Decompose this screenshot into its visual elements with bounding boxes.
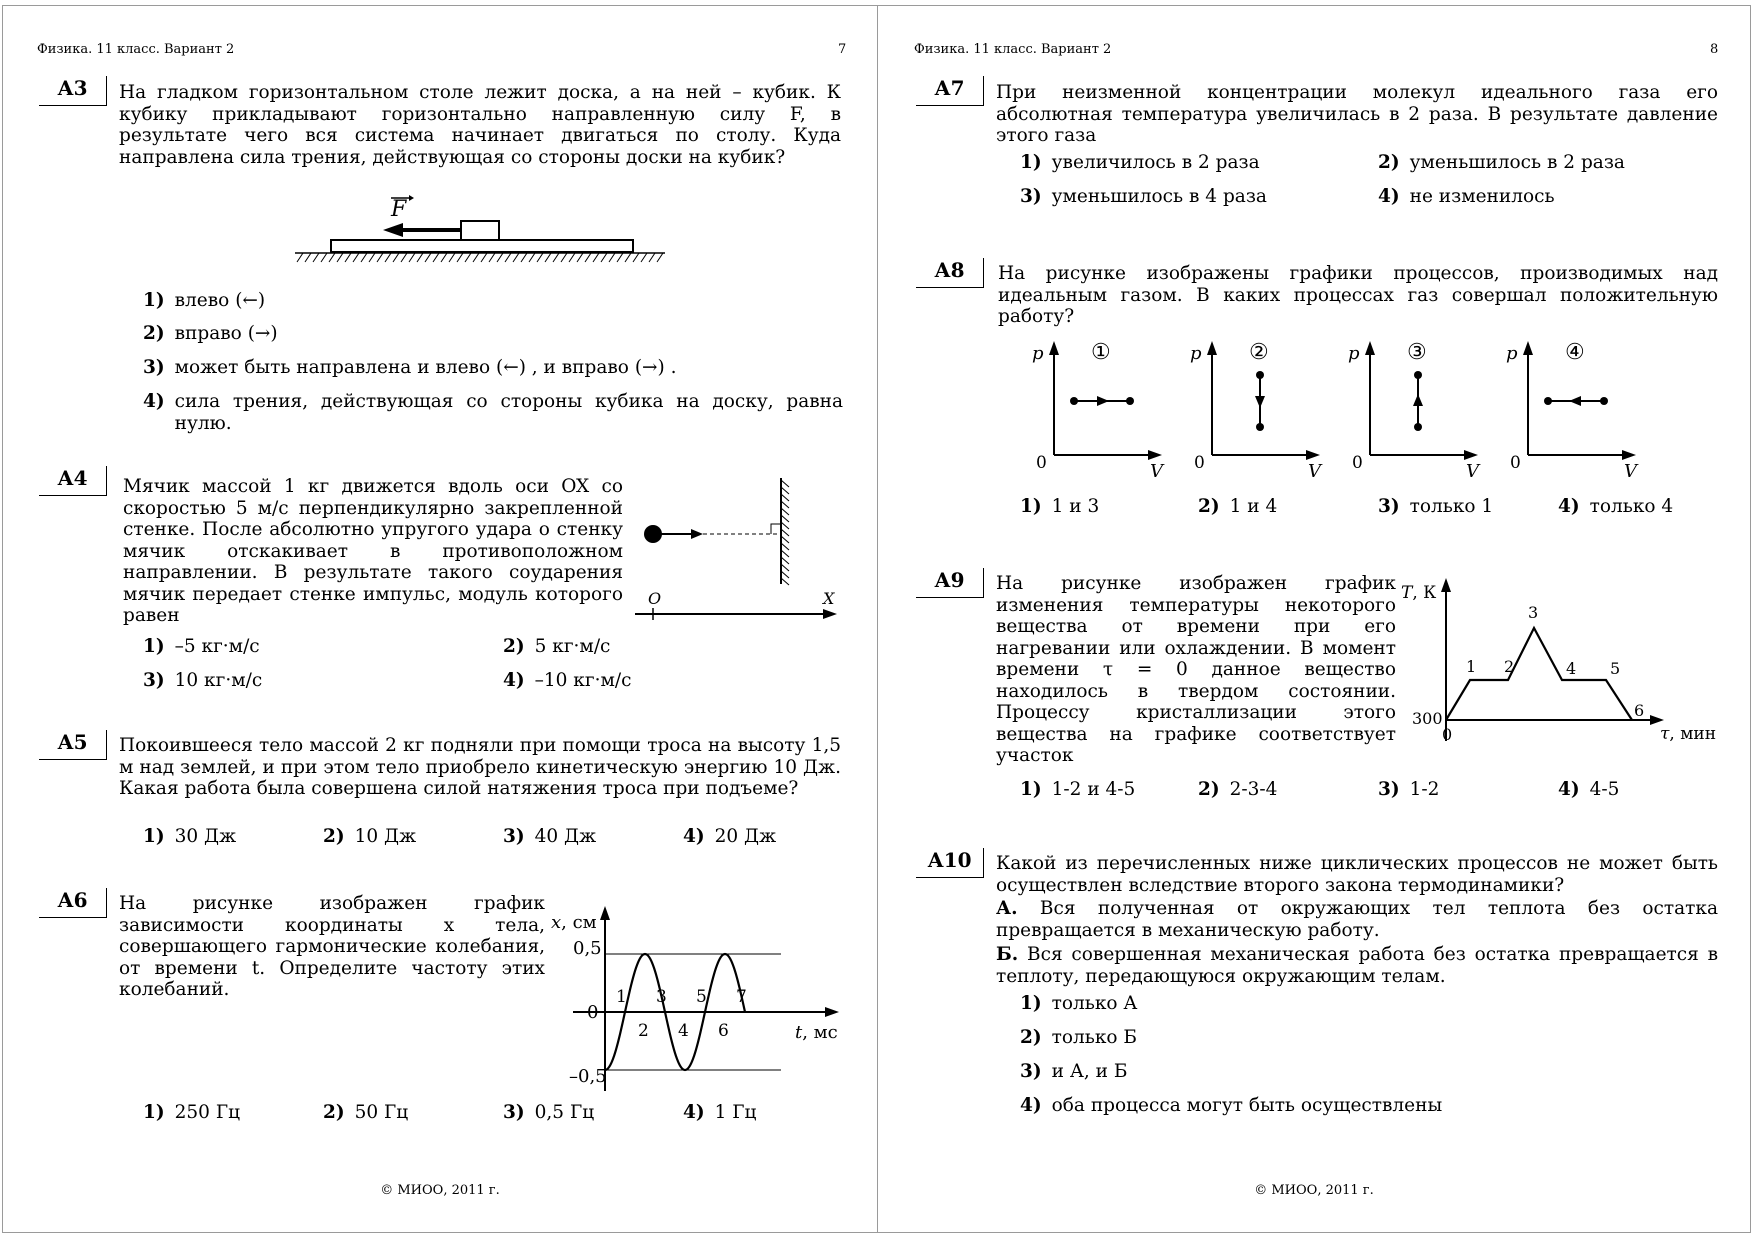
hatch-line: [553, 253, 559, 262]
hatch-line: [377, 253, 383, 262]
pv-graph-number: ④: [1565, 340, 1585, 365]
hatch-line: [305, 253, 311, 262]
pv-graph-2: [1190, 340, 1323, 482]
hatch-line: [337, 253, 343, 262]
question-label-a8: А8: [916, 258, 984, 288]
chart-x-tick: 4: [678, 1021, 689, 1041]
pv-axis-p-arrow: [1365, 341, 1375, 355]
hatch-line: [441, 253, 447, 262]
pv-point: [1544, 397, 1552, 405]
question-text-a8: На рисунке изображены графики процессов, производимых над идеальным газом. В каких процессах газ совершал положительную работу?: [998, 263, 1718, 327]
pv-axis-zero: 0: [1352, 453, 1363, 473]
hatch-line: [781, 543, 789, 550]
chart-x-tick: 1: [616, 987, 627, 1007]
pv-axis-p-label: p: [1506, 343, 1518, 364]
answer-a10-4: 4) оба процесса могут быть осуществлены: [1020, 1095, 1443, 1116]
question-text-a9: [996, 573, 1396, 767]
pv-direction-arrow: [1413, 394, 1423, 406]
question-label-a9: А9: [916, 568, 984, 598]
a6-chart: [533, 906, 843, 1096]
answer-a8-1: 1) 1 и 3: [1020, 496, 1100, 517]
chart-x-axis-arrow: [825, 1007, 839, 1017]
hatch-line: [781, 508, 789, 515]
pv-direction-arrow: [1255, 396, 1265, 408]
hatch-line: [313, 253, 319, 262]
pv-point: [1600, 397, 1608, 405]
hatch-line: [297, 253, 303, 262]
question-label-a4: А4: [39, 466, 107, 496]
pv-point: [1256, 371, 1264, 379]
chart-y-axis-arrow: [600, 906, 610, 920]
a9-line: участок: [996, 745, 1074, 766]
pv-axis-v-label: V: [1150, 461, 1163, 482]
page-right: [877, 5, 1751, 1233]
hatch-line: [609, 253, 615, 262]
question-text-a7: При неизменной концентрации молекул идеального газа его абсолютная температура увеличилась в 2 раза. В результате давление этого газа: [996, 82, 1718, 146]
answer-a7-3: 3) уменьшилось в 4 раза: [1020, 186, 1267, 207]
answer-a5-1: 1) 30 Дж: [143, 826, 237, 847]
pv-point: [1256, 423, 1264, 431]
pv-graph-number: ③: [1407, 340, 1427, 365]
pv-graph-1: [1032, 340, 1165, 482]
cube: [461, 221, 499, 240]
pv-axis-zero: 0: [1036, 453, 1047, 473]
ox-axis-arrow: [823, 609, 837, 619]
question-label-a5: А5: [39, 730, 107, 760]
chart-point-label: 5: [1610, 659, 1621, 678]
answer-a8-2: 2) 1 и 4: [1198, 496, 1278, 517]
pv-graph-4: [1506, 340, 1639, 482]
page-left: [2, 5, 878, 1233]
answer-a9-3: 3) 1-2: [1378, 779, 1440, 800]
page-footer: © МИОО, 2011 г.: [380, 1183, 500, 1198]
chart-x-tick: 6: [718, 1021, 729, 1041]
hatch-line: [401, 253, 407, 262]
answer-a5-2: 2) 10 Дж: [323, 826, 417, 847]
pv-axis-p-label: p: [1032, 343, 1044, 364]
a9-line: находилось в твердом состоянии.: [996, 680, 1396, 702]
chart-xlabel: τ, мин: [1660, 724, 1717, 744]
question-text-a4: Мячик массой 1 кг движется вдоль оси OX со скоростью 5 м/с перпендикулярно закрепленной стенке. После абсолютно упругого удара о стенку мячик отскакивает в противоположном направлении. В результате такого соударения мячик передает стенке импульс, модуль которого равен: [123, 476, 623, 626]
hatch-line: [781, 480, 789, 487]
hatch-line: [489, 253, 495, 262]
pv-axis-p-arrow: [1049, 341, 1059, 355]
answer-a3-4: 4) сила трения, действующая со стороны кубика на доску, равна нулю.: [143, 391, 843, 434]
page-footer: © МИОО, 2011 г.: [1254, 1183, 1374, 1198]
hatch-line: [537, 253, 543, 262]
hatch-line: [781, 578, 789, 585]
hatch-line: [473, 253, 479, 262]
a4-figure: [631, 476, 851, 626]
force-label: F: [391, 197, 407, 222]
chart-point-label: 6: [1634, 701, 1645, 720]
hatch-line: [577, 253, 583, 262]
hatch-line: [369, 253, 375, 262]
a9-line: времени τ = 0 данное вещество: [996, 659, 1396, 680]
chart-point-label: 1: [1466, 657, 1477, 676]
chart-x-tick: 7: [736, 987, 747, 1007]
a9-line: вещества от времени при его: [996, 616, 1396, 637]
question-text-a10: Какой из перечисленных ниже циклических процессов не может быть осуществлен вследствие второго закона термодинамики?: [996, 853, 1718, 896]
answer-a8-3: 3) только 1: [1378, 496, 1494, 517]
answer-a4-3: 3) 10 кг·м/с: [143, 670, 263, 691]
pv-axis-zero: 0: [1194, 453, 1205, 473]
hatch-line: [593, 253, 599, 262]
pv-point: [1126, 397, 1134, 405]
answer-a6-3: 3) 0,5 Гц: [503, 1102, 595, 1123]
chart-point-label: 3: [1528, 603, 1539, 622]
pv-axis-zero: 0: [1510, 453, 1521, 473]
hatch-line: [601, 253, 607, 262]
answer-a6-2: 2) 50 Гц: [323, 1102, 409, 1123]
question-label-a10: А10: [916, 848, 984, 878]
a8-graphs: [1018, 331, 1658, 481]
question-text-a3: На гладком горизонтальном столе лежит доска, а на ней – кубик. К кубику прикладывают горизонтально направленную силу F, в результате чего вся система начинает двигаться по столу. Куда направлена сила трения, действующая со стороны доски на кубик?: [119, 82, 841, 168]
hatch-line: [633, 253, 639, 262]
hatch-line: [641, 253, 647, 262]
a9-line: изменения температуры некоторого: [996, 594, 1396, 616]
pv-axis-p-arrow: [1207, 341, 1217, 355]
hatch-line: [393, 253, 399, 262]
chart-x-tick: 2: [638, 1021, 649, 1041]
hatch-line: [505, 253, 511, 262]
answer-a7-4: 4) не изменилось: [1378, 186, 1555, 207]
pv-point: [1070, 397, 1078, 405]
board: [331, 240, 633, 252]
hatch-line: [781, 529, 789, 536]
pv-axis-p-label: p: [1348, 343, 1360, 364]
question-label-a3: А3: [39, 76, 107, 106]
answer-a10-1: 1) только А: [1020, 993, 1138, 1014]
chart-point-label: 2: [1504, 657, 1515, 676]
answer-a9-1: 1) 1-2 и 4-5: [1020, 779, 1136, 800]
page-number: 7: [838, 42, 847, 57]
hatch-line: [781, 494, 789, 501]
hatch-line: [781, 501, 789, 508]
a9-line: вещества на графике соответствует: [996, 723, 1396, 745]
hatch-line: [409, 253, 415, 262]
hatch-line: [781, 550, 789, 557]
wall-hatching: [781, 480, 789, 585]
chart-xlabel: t, мс: [795, 1022, 838, 1043]
hatch-line: [569, 253, 575, 262]
answer-a8-4: 4) только 4: [1558, 496, 1674, 517]
chart-x-tick: 5: [696, 987, 707, 1007]
hatch-line: [781, 487, 789, 494]
answer-a3-2: 2) вправо (→): [143, 323, 278, 344]
hatch-line: [521, 253, 527, 262]
a9-line: нагревании или охлаждении. В момент: [996, 637, 1396, 659]
force-vector-tip: [409, 195, 414, 201]
answer-a4-4: 4) –10 кг·м/с: [503, 670, 632, 691]
velocity-arrow-head: [691, 529, 703, 539]
pv-axis-p-label: p: [1190, 343, 1202, 364]
question-text-a5: Покоившееся тело массой 2 кг подняли при помощи троса на высоту 1,5 м над землей, и при этом тело приобрело кинетическую энергию 10 Дж. Какая работа была совершена силой натяжения троса при подъеме?: [119, 735, 841, 799]
page-header: Физика. 11 класс. Вариант 2: [914, 42, 1112, 57]
pv-axis-v-arrow: [1464, 450, 1478, 460]
chart-y-axis-arrow: [1441, 578, 1451, 592]
hatch-line: [649, 253, 655, 262]
answer-a9-2: 2) 2-3-4: [1198, 779, 1278, 800]
answer-a4-1: 1) –5 кг·м/с: [143, 636, 260, 657]
hatch-line: [781, 564, 789, 571]
answer-a6-4: 4) 1 Гц: [683, 1102, 757, 1123]
pv-graph-number: ②: [1249, 340, 1269, 365]
a10-item-a: А. Вся полученная от окружающих тел теплота без остатка превращается в механическую работу.: [996, 898, 1718, 941]
pv-direction-arrow: [1569, 396, 1581, 406]
answer-a3-3: 3) может быть направлена и влево (←) , и вправо (→) .: [143, 357, 677, 378]
chart-ylabel: x, см: [551, 912, 597, 933]
hatch-line: [529, 253, 535, 262]
page-number: 8: [1710, 42, 1719, 57]
hatch-line: [497, 253, 503, 262]
hatch-line: [561, 253, 567, 262]
pv-graph-3: [1348, 340, 1481, 482]
force-arrow-head: [383, 223, 403, 237]
pv-graph-number: ①: [1091, 340, 1111, 365]
question-label-a6: А6: [39, 888, 107, 918]
hatch-line: [417, 253, 423, 262]
question-label-a7: А7: [916, 76, 984, 106]
right-angle-mark: [771, 524, 781, 534]
question-text-a6: На рисунке изображен график зависимости координаты x тела, совершающего гармонические колебания, от времени t. Определите частоту этих колебаний.: [119, 893, 545, 1000]
chart-y-tick: 300: [1412, 709, 1443, 728]
pv-axis-v-label: V: [1624, 461, 1637, 482]
hatch-line: [321, 253, 327, 262]
pv-point: [1414, 371, 1422, 379]
answer-a7-1: 1) увеличилось в 2 раза: [1020, 152, 1260, 173]
page-header: Физика. 11 класс. Вариант 2: [37, 42, 235, 57]
hatch-line: [465, 253, 471, 262]
hatch-line: [781, 536, 789, 543]
answer-a10-2: 2) только Б: [1020, 1027, 1138, 1048]
a10-item-b: Б. Вся совершенная механическая работа без остатка превращается в теплоту, передающуюся окружающим телам.: [996, 944, 1718, 987]
pv-axis-v-arrow: [1622, 450, 1636, 460]
pv-direction-arrow: [1097, 396, 1109, 406]
hatch-line: [625, 253, 631, 262]
answer-a3-1: 1) влево (←): [143, 290, 266, 311]
hatch-line: [513, 253, 519, 262]
answer-a5-3: 3) 40 Дж: [503, 826, 597, 847]
axis-origin-label: O: [648, 589, 662, 608]
answer-a6-1: 1) 250 Гц: [143, 1102, 240, 1123]
answer-a7-2: 2) уменьшилось в 2 раза: [1378, 152, 1625, 173]
pv-point: [1414, 423, 1422, 431]
pv-axis-v-label: V: [1308, 461, 1321, 482]
pv-axis-p-arrow: [1523, 341, 1533, 355]
hatch-line: [425, 253, 431, 262]
hatch-line: [545, 253, 551, 262]
chart-x-tick: 0: [1442, 725, 1453, 744]
hatch-line: [781, 522, 789, 529]
pv-axis-v-label: V: [1466, 461, 1479, 482]
hatch-line: [433, 253, 439, 262]
hatch-line: [457, 253, 463, 262]
a9-line: Процессу кристаллизации этого: [996, 702, 1396, 723]
chart-ylabel: T, К: [1401, 583, 1437, 603]
pv-axis-v-arrow: [1306, 450, 1320, 460]
a3-figure: [291, 196, 671, 276]
chart-y-tick: –0,5: [569, 1066, 607, 1087]
hatch-line: [617, 253, 623, 262]
chart-point-label: 4: [1566, 659, 1577, 678]
hatch-line: [781, 571, 789, 578]
hatch-line: [657, 253, 663, 262]
answer-a10-3: 3) и А, и Б: [1020, 1061, 1128, 1082]
hatch-line: [449, 253, 455, 262]
hatch-line: [781, 515, 789, 522]
a9-chart: [1398, 576, 1738, 746]
hatch-line: [345, 253, 351, 262]
answer-a4-2: 2) 5 кг·м/с: [503, 636, 611, 657]
axis-x-label: X: [823, 589, 835, 608]
chart-y-tick: 0,5: [573, 938, 602, 959]
hatch-line: [353, 253, 359, 262]
chart-y-tick: 0: [587, 1002, 599, 1023]
answer-a9-4: 4) 4-5: [1558, 779, 1620, 800]
hatch-line: [481, 253, 487, 262]
hatch-line: [781, 557, 789, 564]
pv-axis-v-arrow: [1148, 450, 1162, 460]
hatch-line: [585, 253, 591, 262]
answer-a5-4: 4) 20 Дж: [683, 826, 777, 847]
a9-line: На рисунке изображен график: [996, 573, 1396, 594]
hatch-line: [361, 253, 367, 262]
hatch-line: [329, 253, 335, 262]
chart-x-tick: 3: [656, 987, 667, 1007]
hatch-line: [385, 253, 391, 262]
